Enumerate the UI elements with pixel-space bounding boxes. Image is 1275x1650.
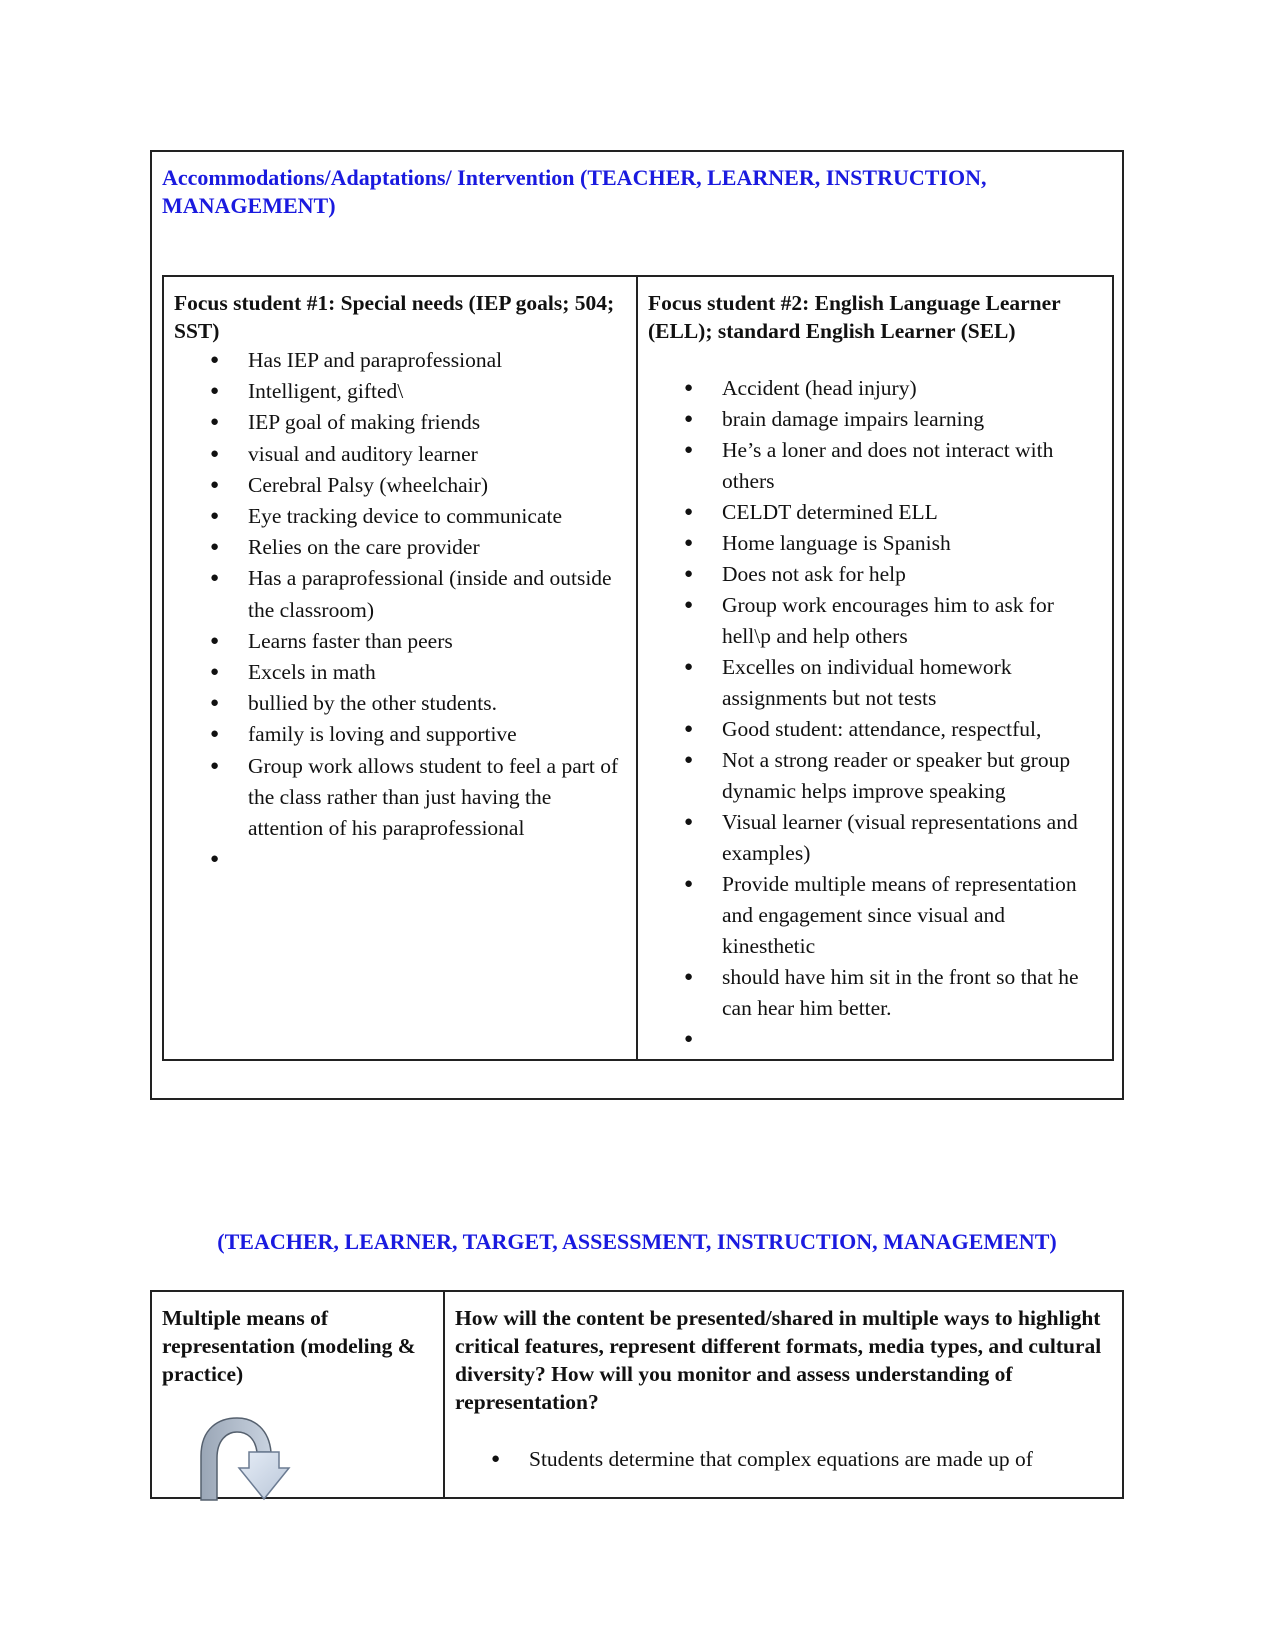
focus-student-2-list	[648, 373, 1102, 1055]
list-item: ● IEP goal of making friends	[174, 407, 626, 438]
representation-question-cell	[445, 1292, 1122, 1497]
representation-list	[455, 1444, 1112, 1475]
list-item: ● Cerebral Palsy (wheelchair)	[174, 470, 626, 501]
curved-arrow-icon	[197, 1416, 292, 1501]
list-item-empty	[648, 1024, 1102, 1055]
list-item-empty	[174, 844, 626, 875]
list-item: ● Has a paraprofessional (inside and outside the classroom)	[174, 563, 626, 625]
focus-student-1-list	[174, 345, 626, 875]
list-item: ● visual and auditory learner	[174, 439, 626, 470]
list-item: ● Learns faster than peers	[174, 626, 626, 657]
list-item: ● family is loving and supportive	[174, 719, 626, 750]
list-item: ● Relies on the care provider	[174, 532, 626, 563]
list-item: ● should have him sit in the front so that he can hear him better.	[648, 962, 1102, 1024]
list-item: ● Group work encourages him to ask for hell\p and help others	[648, 590, 1102, 652]
list-item: ● CELDT determined ELL	[648, 497, 1102, 528]
list-item: ● Not a strong reader or speaker but group dynamic helps improve speaking	[648, 745, 1102, 807]
focus-student-2-heading: Focus student #2: English Language Learner (ELL); standard English Learner (SEL)	[648, 291, 1061, 343]
list-item: ● Intelligent, gifted\	[174, 376, 626, 407]
focus-students-table	[162, 275, 1114, 1061]
list-item: ● Excelles on individual homework assignments but not tests	[648, 652, 1102, 714]
list-item: ● Good student: attendance, respectful,	[648, 714, 1102, 745]
list-item: ● Visual learner (visual representations and examples)	[648, 807, 1102, 869]
representation-label: Multiple means of representation (modeling & practice)	[162, 1306, 416, 1386]
focus-student-2-cell	[638, 277, 1112, 1059]
representation-label-cell	[152, 1292, 445, 1497]
list-item: ● bullied by the other students.	[174, 688, 626, 719]
focus-student-1-cell	[164, 277, 638, 1059]
representation-question: How will the content be presented/shared in multiple ways to highlight critical features, represent different formats, media types, and cultural diversity? How will you monitor and assess understanding of representation?	[455, 1306, 1102, 1414]
list-item: ● Eye tracking device to communicate	[174, 501, 626, 532]
section-2-heading: (TEACHER, LEARNER, TARGET, ASSESSMENT, INSTRUCTION, MANAGEMENT)	[217, 1229, 1057, 1254]
representation-table	[150, 1290, 1124, 1499]
list-item: ● Home language is Spanish	[648, 528, 1102, 559]
list-item: ● Excels in math	[174, 657, 626, 688]
list-item: ● Provide multiple means of representation and engagement since visual and kinesthetic	[648, 869, 1102, 962]
accommodations-section	[150, 150, 1124, 1100]
list-item: ● Group work allows student to feel a part of the class rather than just having the attention of his paraprofessional	[174, 751, 626, 845]
list-item: ● He’s a loner and does not interact with others	[648, 435, 1102, 497]
list-item: ● Has IEP and paraprofessional	[174, 345, 626, 376]
list-item: ● brain damage impairs learning	[648, 404, 1102, 435]
list-item: ● Students determine that complex equations are made up of	[455, 1444, 1112, 1475]
focus-student-1-heading: Focus student #1: Special needs (IEP goals; 504; SST)	[174, 291, 615, 343]
accommodations-title: Accommodations/Adaptations/ Intervention (TEACHER, LEARNER, INSTRUCTION, MANAGEMENT)	[162, 165, 987, 218]
list-item: ● Accident (head injury)	[648, 373, 1102, 404]
list-item: ● Does not ask for help	[648, 559, 1102, 590]
